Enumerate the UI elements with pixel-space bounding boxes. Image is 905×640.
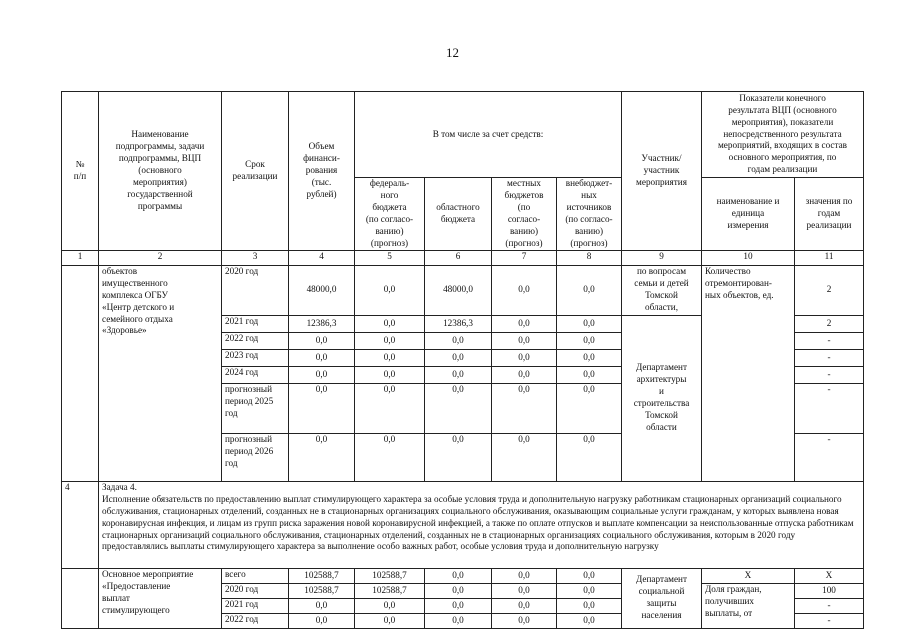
volume-cell: 0,0	[289, 613, 355, 628]
regional-cell: 0,0	[425, 349, 492, 366]
local-cell: 0,0	[492, 383, 557, 433]
federal-cell: 0,0	[355, 332, 425, 349]
indicator-value-cell: -	[795, 383, 864, 433]
volume-cell: 102588,7	[289, 568, 355, 583]
local-cell: 0,0	[492, 433, 557, 481]
volume-cell: 0,0	[289, 332, 355, 349]
federal-cell: 102588,7	[355, 583, 425, 598]
extra-cell: 0,0	[557, 583, 622, 598]
year-cell: 2022 год	[222, 613, 289, 628]
indicator-value-cell: -	[795, 349, 864, 366]
row-number-cell	[62, 568, 99, 628]
indicator-value-cell: -	[795, 366, 864, 383]
task-row	[62, 481, 864, 568]
col-number: 4	[289, 250, 355, 265]
local-cell: 0,0	[492, 583, 557, 598]
year-cell: прогнозный период 2025 год	[222, 383, 289, 433]
col-number: 10	[702, 250, 795, 265]
participant-cell: Департамент архитектуры и строительства Томской области	[622, 315, 702, 481]
indicator-value-cell: -	[795, 332, 864, 349]
extra-cell: 0,0	[557, 383, 622, 433]
local-cell: 0,0	[492, 568, 557, 583]
indicator-value-cell: -	[795, 613, 864, 628]
header-row-1	[62, 92, 864, 178]
header-name: Наименование подпрограммы, задачи подпрограммы, ВЦП (основного мероприятия) государственной программы	[99, 92, 222, 251]
extra-cell: 0,0	[557, 315, 622, 332]
extra-cell: 0,0	[557, 349, 622, 366]
year-cell: 2021 год	[222, 598, 289, 613]
indicator-value-cell: -	[795, 598, 864, 613]
task-number-cell: 4	[62, 481, 99, 568]
task-text-cell	[99, 481, 864, 568]
indicator-value-cell: 2	[795, 315, 864, 332]
header-sources-group: В том числе за счет средств:	[355, 92, 622, 178]
col-number: 11	[795, 250, 864, 265]
col-number: 9	[622, 250, 702, 265]
header-volume: Объем финанси- рования (тыс. рублей)	[289, 92, 355, 251]
header-ind-value: значения по годам реализации	[795, 178, 864, 251]
year-cell: 2024 год	[222, 366, 289, 383]
indicator-cell: Х	[702, 568, 795, 583]
extra-cell: 0,0	[557, 568, 622, 583]
regional-cell: 12386,3	[425, 315, 492, 332]
regional-cell: 0,0	[425, 583, 492, 598]
volume-cell: 48000,0	[289, 265, 355, 315]
local-cell: 0,0	[492, 366, 557, 383]
header-extra: внебюджет- ных источников (по согласо- ванию) (прогноз)	[557, 178, 622, 251]
extra-cell: 0,0	[557, 433, 622, 481]
federal-cell: 102588,7	[355, 568, 425, 583]
task-description: Исполнение обязательств по предоставлению выплат стимулирующего характера за особые условия труда и дополнительную нагрузку работникам стационарных организаций социального обслуживания, стационарных отделений, созданных не в стационарных организациях социального обслуживания, оказывающим социальные услуги гражданам, у которых выявлена новая коронавирусная инфекция, и лицам из групп риска заражения новой коронавирусной инфекцией, а также по оплате отпусков и выплате компенсации за неиспользованные отпуска работникам стационарных организаций социального обслуживания, стационарных отделений, созданных не в стационарных организациях социального обслуживания, которым в 2020 году предоставлялись выплаты стимулирующего характера за выполнение особо важных работ, особые условия труда и дополнительную нагрузку	[102, 493, 854, 552]
volume-cell: 0,0	[289, 383, 355, 433]
header-ind-name: наименование и единица измерения	[702, 178, 795, 251]
year-cell: 2020 год	[222, 265, 289, 315]
year-cell: всего	[222, 568, 289, 583]
program-table	[61, 91, 864, 629]
row-number-cell	[62, 265, 99, 481]
header-regional: областного бюджета	[425, 178, 492, 251]
table-row	[62, 265, 864, 315]
col-number: 5	[355, 250, 425, 265]
activity-name-cell: объектов имущественного комплекса ОГБУ «Центр детского и семейного отдыха «Здоровье»	[99, 265, 222, 481]
volume-cell: 0,0	[289, 598, 355, 613]
col-number: 7	[492, 250, 557, 265]
local-cell: 0,0	[492, 265, 557, 315]
federal-cell: 0,0	[355, 598, 425, 613]
local-cell: 0,0	[492, 349, 557, 366]
year-cell: 2022 год	[222, 332, 289, 349]
header-federal: федераль- ного бюджета (по согласо- ванию) (прогноз)	[355, 178, 425, 251]
local-cell: 0,0	[492, 598, 557, 613]
col-number: 2	[99, 250, 222, 265]
regional-cell: 0,0	[425, 613, 492, 628]
header-results-group: Показатели конечного результата ВЦП (основного мероприятия), показатели непосредственного результата мероприятий, входящих в состав основного мероприятия, по годам реализации	[702, 92, 864, 178]
extra-cell: 0,0	[557, 366, 622, 383]
local-cell: 0,0	[492, 315, 557, 332]
indicator-value-cell: -	[795, 433, 864, 481]
participant-cell: Департамент социальной защиты населения	[622, 568, 702, 628]
header-num: № п/п	[62, 92, 99, 251]
regional-cell: 0,0	[425, 433, 492, 481]
indicator-cell: Доля граждан, получивших выплаты, от	[702, 583, 795, 628]
header-participant: Участник/ участник мероприятия	[622, 92, 702, 251]
year-cell: прогнозный период 2026 год	[222, 433, 289, 481]
regional-cell: 0,0	[425, 332, 492, 349]
col-number: 8	[557, 250, 622, 265]
regional-cell: 0,0	[425, 568, 492, 583]
volume-cell: 0,0	[289, 433, 355, 481]
volume-cell: 12386,3	[289, 315, 355, 332]
regional-cell: 0,0	[425, 366, 492, 383]
extra-cell: 0,0	[557, 613, 622, 628]
extra-cell: 0,0	[557, 598, 622, 613]
federal-cell: 0,0	[355, 613, 425, 628]
federal-cell: 0,0	[355, 315, 425, 332]
federal-cell: 0,0	[355, 366, 425, 383]
participant-cell: по вопросам семьи и детей Томской области,	[622, 265, 702, 315]
indicator-value-cell: 2	[795, 265, 864, 315]
volume-cell: 0,0	[289, 366, 355, 383]
regional-cell: 0,0	[425, 383, 492, 433]
table-row	[62, 568, 864, 583]
regional-cell: 48000,0	[425, 265, 492, 315]
col-number: 3	[222, 250, 289, 265]
task-title: Задача 4.	[102, 481, 137, 492]
indicator-value-cell: Х	[795, 568, 864, 583]
federal-cell: 0,0	[355, 383, 425, 433]
regional-cell: 0,0	[425, 598, 492, 613]
col-number: 1	[62, 250, 99, 265]
extra-cell: 0,0	[557, 265, 622, 315]
column-numbers-row	[62, 250, 864, 265]
header-local: местных бюджетов (по согласо- ванию) (прогноз)	[492, 178, 557, 251]
extra-cell: 0,0	[557, 332, 622, 349]
header-term: Срок реализации	[222, 92, 289, 251]
col-number: 6	[425, 250, 492, 265]
federal-cell: 0,0	[355, 349, 425, 366]
indicator-cell: Количество отремонтирован- ных объектов, ед.	[702, 265, 795, 481]
activity-name-cell: Основное мероприятие «Предоставление выплат стимулирующего	[99, 568, 222, 628]
local-cell: 0,0	[492, 332, 557, 349]
year-cell: 2021 год	[222, 315, 289, 332]
federal-cell: 0,0	[355, 265, 425, 315]
volume-cell: 102588,7	[289, 583, 355, 598]
page-number: 12	[446, 45, 459, 60]
indicator-value-cell: 100	[795, 583, 864, 598]
year-cell: 2023 год	[222, 349, 289, 366]
volume-cell: 0,0	[289, 349, 355, 366]
year-cell: 2020 год	[222, 583, 289, 598]
local-cell: 0,0	[492, 613, 557, 628]
federal-cell: 0,0	[355, 433, 425, 481]
